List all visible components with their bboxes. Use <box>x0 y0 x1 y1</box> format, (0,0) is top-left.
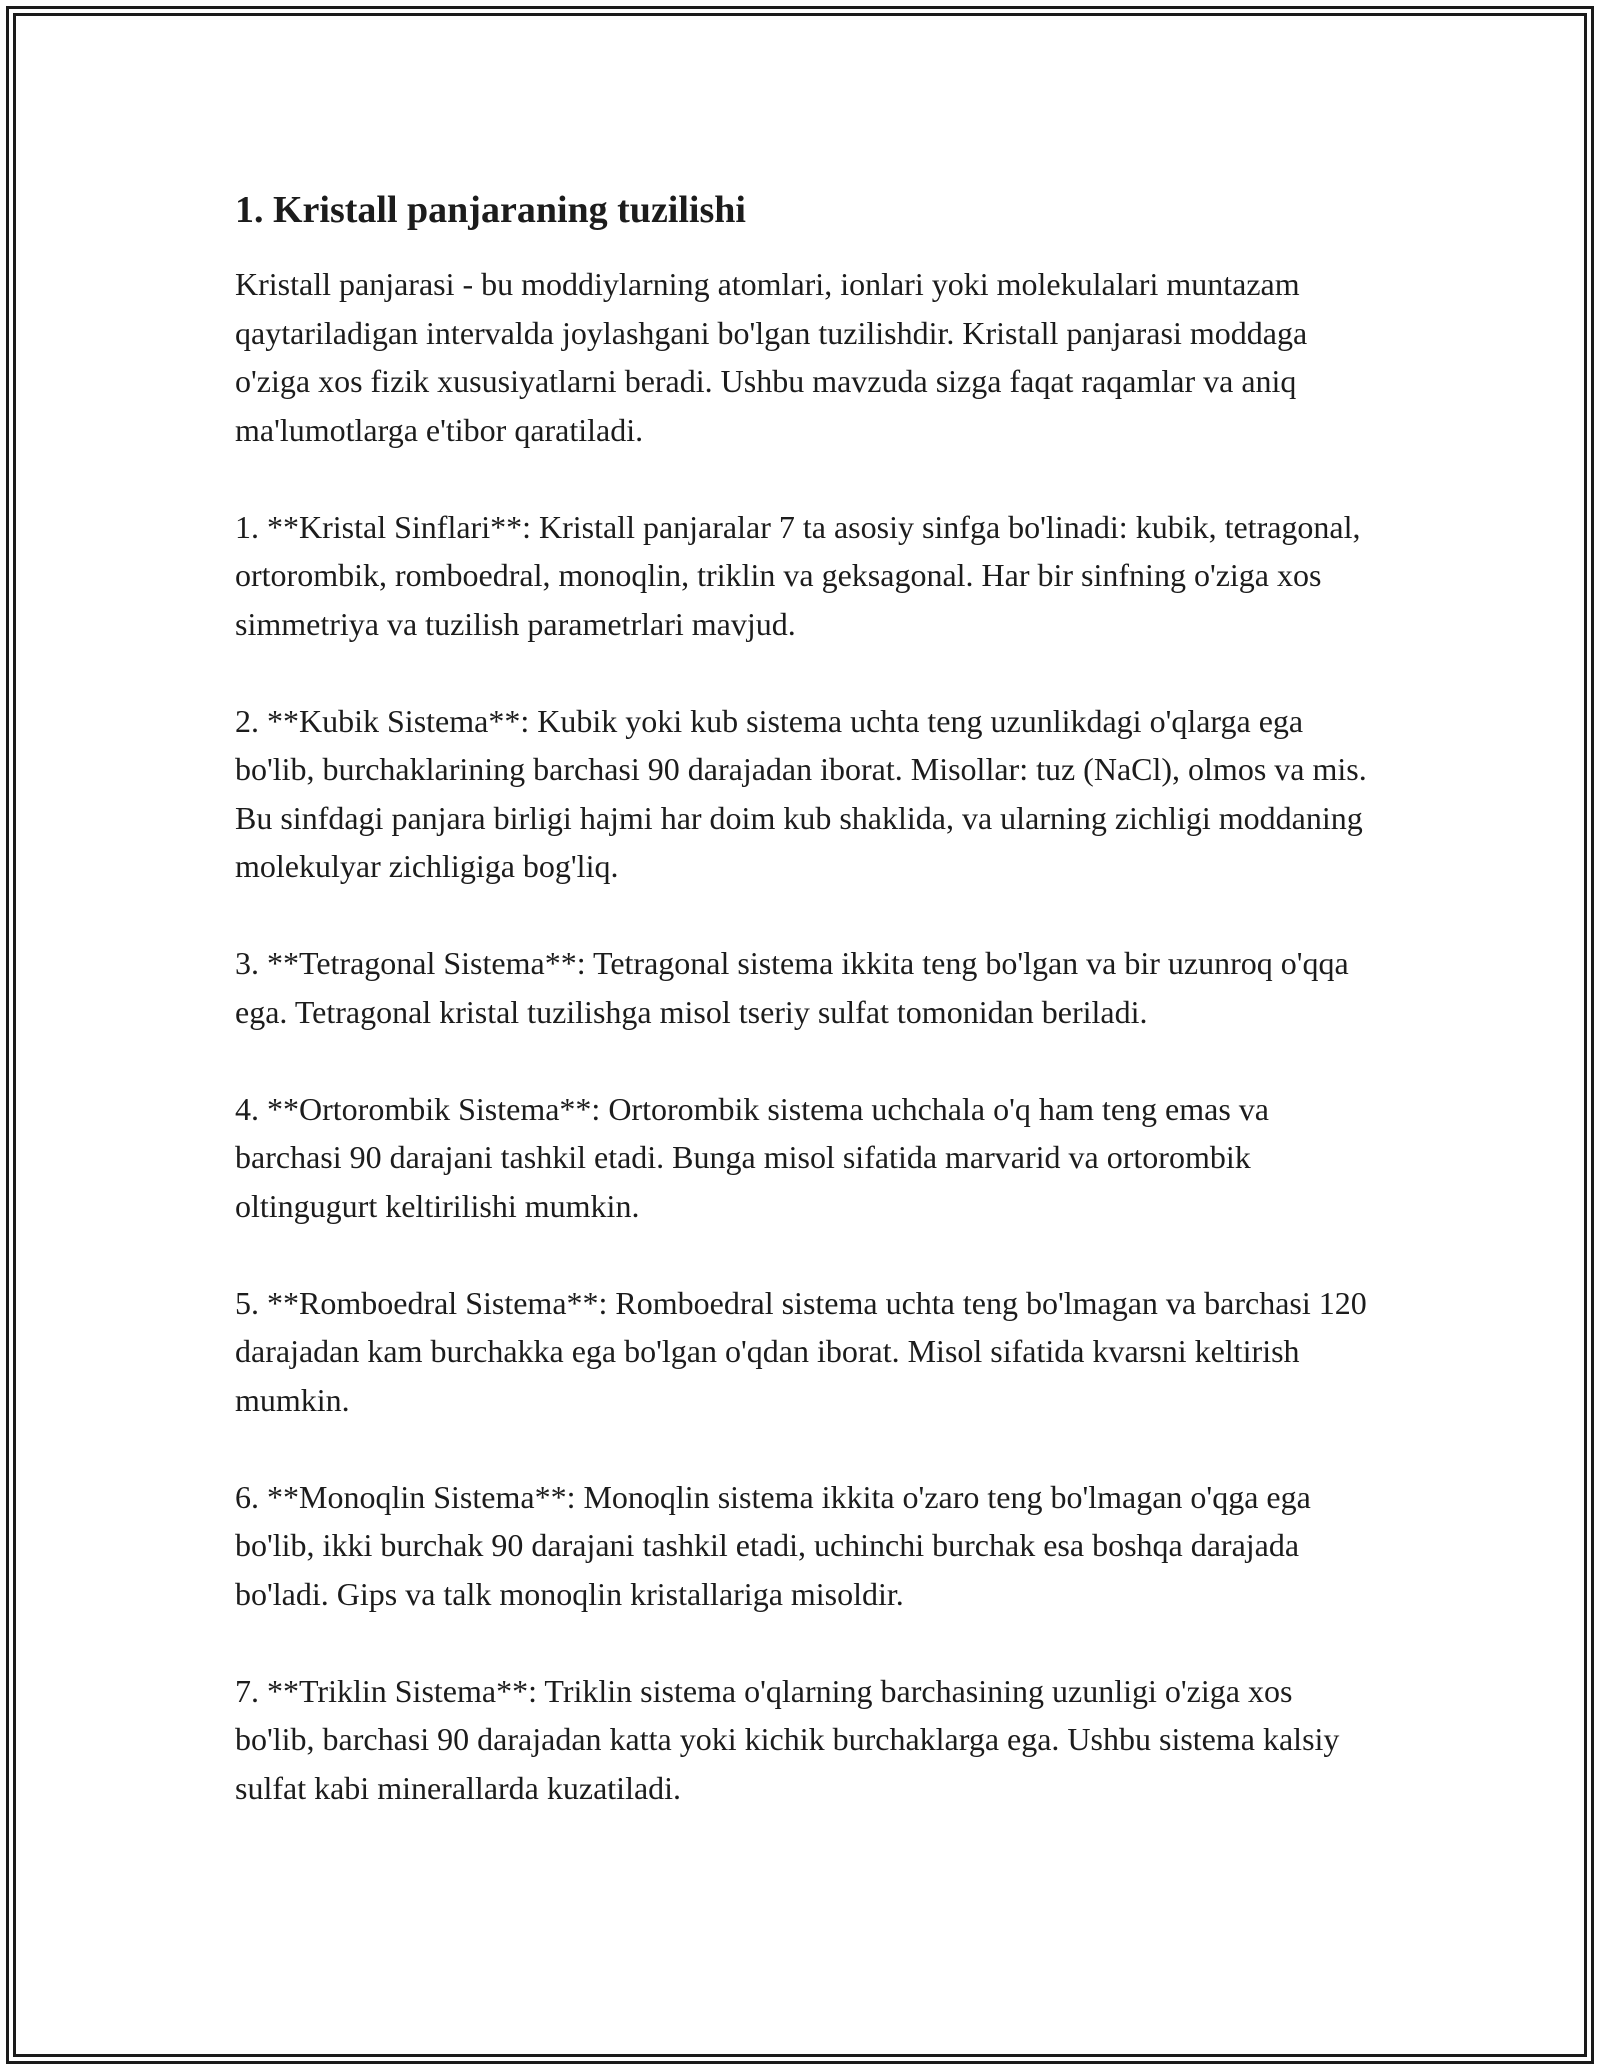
list-item-triclinic-system: 7. **Triklin Sistema**: Triklin sistema o'qlarning barchasining uzunligi o'ziga xos bo'lib, barchasi 90 darajadan katta yoki kichik burchaklarga ega. Ushbu sistema kalsiy sulfat kabi minerallarda kuzatiladi. <box>235 1672 1340 1806</box>
list-item-cubic-system: 2. **Kubik Sistema**: Kubik yoki kub sistema uchta teng uzunlikdagi o'qlarga ega bo'lib, burchaklarining barchasi 90 darajadan iborat. Misollar: tuz (NaCl), olmos va mis. Bu sinfdagi panjara birligi hajmi har doim kub shaklida, va ularning zichligi moddaning molekulyar zichligiga bog'liq. <box>235 702 1367 884</box>
list-item-crystal-classes: 1. **Kristal Sinflari**: Kristall panjaralar 7 ta asosiy sinfga bo'linadi: kubik, tetragonal, ortorombik, romboedral, monoqlin, triklin va geksagonal. Har bir sinfning o'ziga xos simmetriya va tuzilish parametrlari mavjud. <box>235 508 1361 642</box>
list-item-rhombohedral-system: 5. **Romboedral Sistema**: Romboedral sistema uchta teng bo'lmagan va barchasi 120 darajadan kam burchakka ega bo'lgan o'qdan iborat. Misol sifatida kvarsni keltirish mumkin. <box>235 1284 1367 1418</box>
list-item-tetragonal-system: 3. **Tetragonal Sistema**: Tetragonal sistema ikkita teng bo'lgan va bir uzunroq o'qqa ega. Tetragonal kristal tuzilishga misol tseriy sulfat tomonidan beriladi. <box>235 945 1349 1030</box>
page-title: 1. Kristall panjaraning tuzilishi <box>235 189 746 231</box>
list-item-monoclinic-system: 6. **Monoqlin Sistema**: Monoqlin sistema ikkita o'zaro teng bo'lmagan o'qga ega bo'lib, ikki burchak 90 darajani tashkil etadi, uchinchi burchak esa boshqa darajada bo'ladi. Gips va talk monoqlin kristallariga misoldir. <box>235 1478 1311 1612</box>
intro-paragraph: Kristall panjarasi - bu moddiylarning atomlari, ionlari yoki molekulalari muntazam qaytariladigan intervalda joylashgani bo'lgan tuzilishdir. Kristall panjarasi moddaga o'ziga xos fizik xususiyatlarni beradi. Ushbu mavzuda sizga faqat raqamlar va aniq ma'lumotlarga e'tibor qaratiladi. <box>235 266 1308 448</box>
list-item-orthorhombic-system: 4. **Ortorombik Sistema**: Ortorombik sistema uchchala o'q ham teng emas va barchasi 90 darajani tashkil etadi. Bunga misol sifatida marvarid va ortorombik oltingugurt keltirilishi mumkin. <box>235 1090 1269 1224</box>
document-body <box>235 186 1375 1861</box>
